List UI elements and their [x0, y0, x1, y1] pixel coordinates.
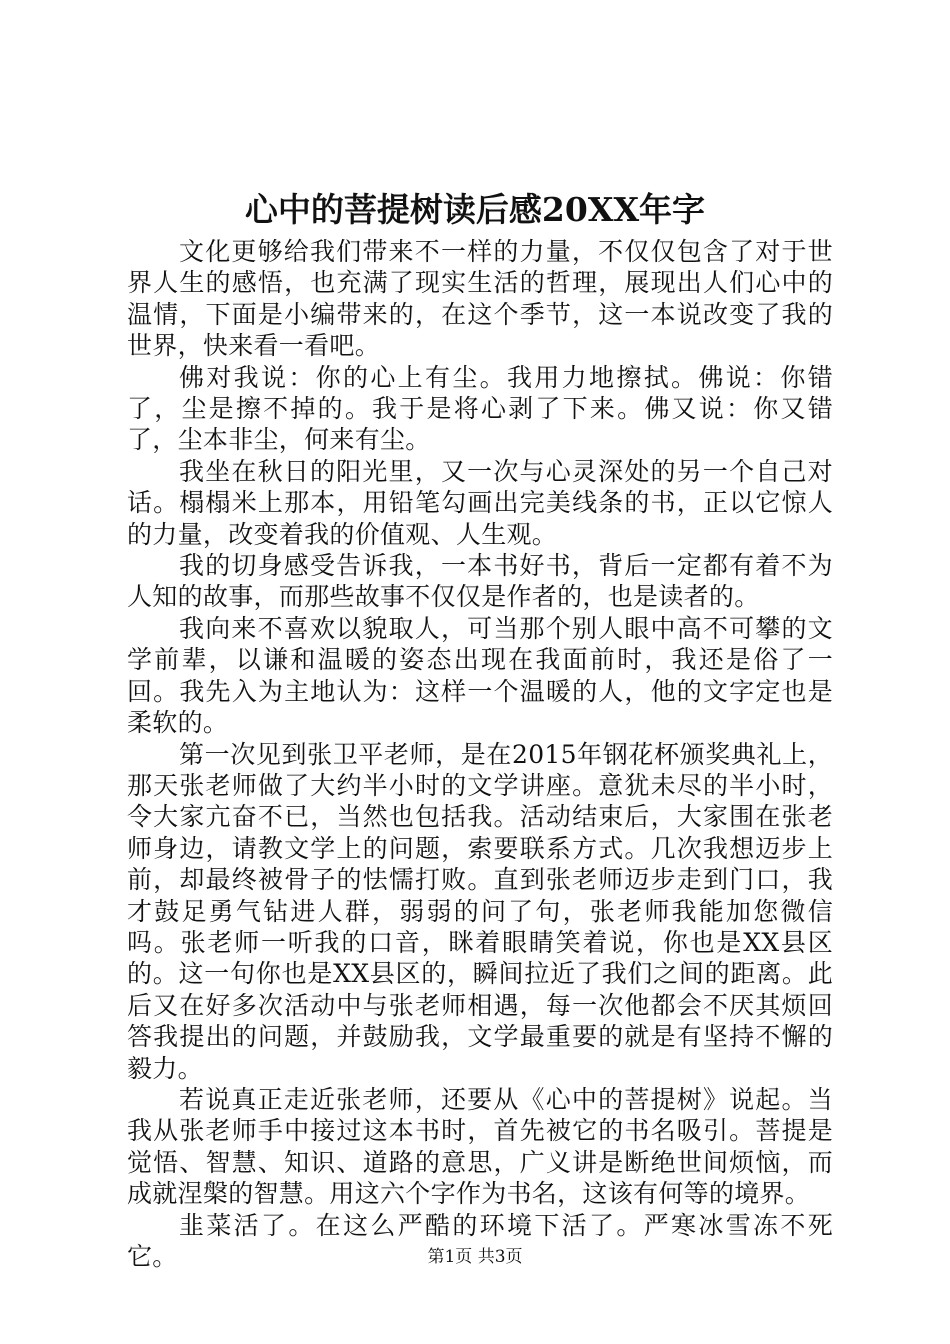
paragraph: 我的切身感受告诉我，一本书好书，背后一定都有着不为人知的故事，而那些故事不仅仅是作者的，也是读者的。: [127, 551, 833, 612]
page-number-footer: 第1页 共3页: [427, 1247, 523, 1267]
paragraph: 韭菜活了。在这么严酷的环境下活了。严寒冰雪冻不死它。: [127, 1210, 833, 1271]
paragraph: 我坐在秋日的阳光里，又一次与心灵深处的另一个自己对话。榻榻米上那本，用铅笔勾画出完美线条的书，正以它惊人的力量，改变着我的价值观、人生观。: [127, 456, 833, 549]
paragraph: 第一次见到张卫平老师，是在2015年钢花杯颁奖典礼上，那天张老师做了大约半小时的文学讲座。意犹未尽的半小时，令大家亢奋不已，当然也包括我。活动结束后，大家围在张老师身边，请教文学上的问题，索要联系方式。几次我想迈步上前，却最终被骨子的怯懦打败。直到张老师迈步走到门口，我才鼓足勇气钻进人群，弱弱的问了句，张老师我能加您微信吗。张老师一听我的口音，眯着眼睛笑着说，你也是XX县区的。这一句你也是XX县区的，瞬间拉近了我们之间的距离。此后又在好多次活动中与张老师相遇，每一次他都会不厌其烦回答我提出的问题，并鼓励我，文学最重要的就是有坚持不懈的毅力。: [127, 739, 833, 1083]
paragraph: 若说真正走近张老师，还要从《心中的菩提树》说起。当我从张老师手中接过这本书时，首先被它的书名吸引。菩提是觉悟、智慧、知识、道路的意思，广义讲是断绝世间烦恼，而成就涅槃的智慧。用这六个字作为书名，这该有何等的境界。: [127, 1084, 833, 1209]
document-body: [127, 236, 833, 1272]
paragraph: 文化更够给我们带来不一样的力量，不仅仅包含了对于世界人生的感悟，也充满了现实生活的哲理，展现出人们心中的温情，下面是小编带来的，在这个季节，这一本说改变了我的世界，快来看一看吧。: [127, 237, 833, 361]
document-title: 心中的菩提树读后感20XX年字: [244, 190, 706, 229]
paragraph: 佛对我说：你的心上有尘。我用力地擦拭。佛说：你错了，尘是擦不掉的。我于是将心剥了下来。佛又说：你又错了，尘本非尘，何来有尘。: [127, 362, 833, 455]
paragraph: 我向来不喜欢以貌取人，可当那个别人眼中高不可攀的文学前辈，以谦和温暖的姿态出现在我面前时，我还是俗了一回。我先入为主地认为：这样一个温暖的人，他的文字定也是柔软的。: [127, 613, 833, 738]
